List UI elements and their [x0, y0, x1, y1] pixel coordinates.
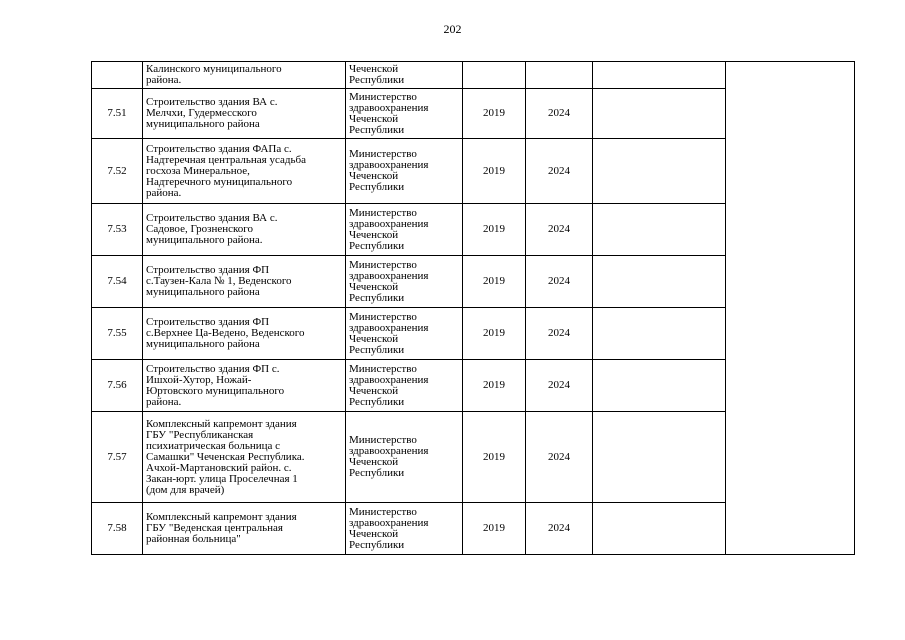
- row-number-cell: 7.54: [92, 256, 143, 308]
- measure-name-cell: Строительство здания ФП с. Ишхой-Хутор, Ножай- Юртовского муниципального района.: [143, 360, 346, 412]
- end-year-cell: 2024: [526, 139, 593, 204]
- end-year-cell: 2024: [526, 308, 593, 360]
- start-year-cell: 2019: [463, 412, 526, 503]
- executor-cell: Министерство здравоохранения Чеченской Республики: [346, 412, 463, 503]
- measure-name-cell: Калинского муниципального района.: [143, 62, 346, 89]
- end-year-cell: [526, 62, 593, 89]
- end-year-cell: 2024: [526, 503, 593, 555]
- empty-cell: [593, 360, 726, 412]
- executor-cell: Министерство здравоохранения Чеченской Республики: [346, 89, 463, 139]
- executor-cell: Чеченской Республики: [346, 62, 463, 89]
- empty-cell-merged: [726, 62, 855, 555]
- end-year-cell: 2024: [526, 412, 593, 503]
- executor-cell: Министерство здравоохранения Чеченской Республики: [346, 360, 463, 412]
- row-number-cell: 7.55: [92, 308, 143, 360]
- row-number-cell: 7.56: [92, 360, 143, 412]
- start-year-cell: [463, 62, 526, 89]
- empty-cell: [593, 204, 726, 256]
- end-year-cell: 2024: [526, 89, 593, 139]
- empty-cell: [593, 139, 726, 204]
- executor-cell: Министерство здравоохранения Чеченской Республики: [346, 308, 463, 360]
- measure-name-cell: Строительство здания ФАПа с. Надтеречная центральная усадьба госхоза Минеральное, Надтеречного муниципального района.: [143, 139, 346, 204]
- start-year-cell: 2019: [463, 256, 526, 308]
- row-number-cell: 7.52: [92, 139, 143, 204]
- measure-name-cell: Строительство здания ФП с.Верхнее Ца-Ведено, Веденского муниципального района: [143, 308, 346, 360]
- start-year-cell: 2019: [463, 360, 526, 412]
- executor-cell: Министерство здравоохранения Чеченской Республики: [346, 139, 463, 204]
- page-number: 202: [443, 22, 462, 36]
- table-row: [92, 62, 855, 89]
- row-number-cell: 7.57: [92, 412, 143, 503]
- end-year-cell: 2024: [526, 204, 593, 256]
- measure-name-cell: Комплексный капремонт здания ГБУ "Республиканская психиатрическая больница с Самашки" Чеченская Республика. Ачхой-Мартановский район. с. Закан-юрт. улица Проселечная 1 (дом для врачей): [143, 412, 346, 503]
- measure-name-cell: Строительство здания ВА с. Садовое, Грозненского муниципального района.: [143, 204, 346, 256]
- end-year-cell: 2024: [526, 360, 593, 412]
- executor-cell: Министерство здравоохранения Чеченской Республики: [346, 204, 463, 256]
- row-number-cell: 7.58: [92, 503, 143, 555]
- measure-name-cell: Строительство здания ФП с.Таузен-Кала № 1, Веденского муниципального района: [143, 256, 346, 308]
- row-number-cell: 7.53: [92, 204, 143, 256]
- empty-cell: [593, 62, 726, 89]
- start-year-cell: 2019: [463, 89, 526, 139]
- start-year-cell: 2019: [463, 139, 526, 204]
- empty-cell: [593, 308, 726, 360]
- empty-cell: [593, 256, 726, 308]
- executor-cell: Министерство здравоохранения Чеченской Республики: [346, 256, 463, 308]
- measure-name-cell: Строительство здания ВА с. Мелчхи, Гудермесского муниципального района: [143, 89, 346, 139]
- start-year-cell: 2019: [463, 308, 526, 360]
- executor-cell: Министерство здравоохранения Чеченской Республики: [346, 503, 463, 555]
- end-year-cell: 2024: [526, 256, 593, 308]
- start-year-cell: 2019: [463, 503, 526, 555]
- program-table: [91, 61, 855, 555]
- empty-cell: [593, 412, 726, 503]
- measure-name-cell: Комплексный капремонт здания ГБУ "Веденская центральная районная больница": [143, 503, 346, 555]
- empty-cell: [593, 89, 726, 139]
- empty-cell: [593, 503, 726, 555]
- start-year-cell: 2019: [463, 204, 526, 256]
- row-number-cell: [92, 62, 143, 89]
- row-number-cell: 7.51: [92, 89, 143, 139]
